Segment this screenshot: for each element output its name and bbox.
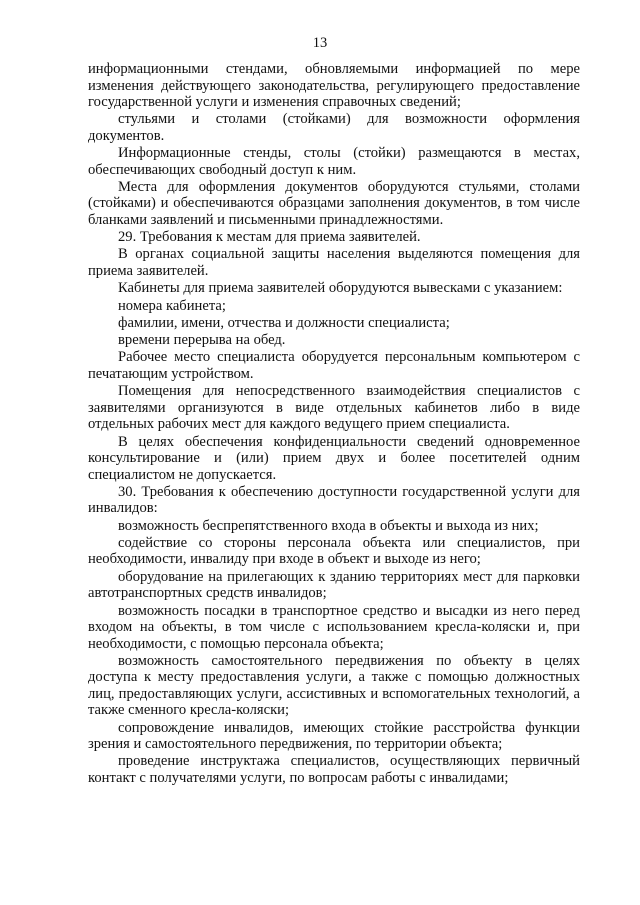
page-number: 13 bbox=[312, 35, 328, 51]
list-item: возможность посадки в транспортное средство и высадки из него перед входом на объекты, в том числе с использованием кресла-коляски и, при необходимости, с помощью персонала объекта; bbox=[88, 602, 580, 652]
list-item: возможность беспрепятственного входа в объекты и выхода из них; bbox=[118, 517, 539, 534]
list-item: номера кабинета; bbox=[118, 297, 226, 314]
section-heading-29: 29. Требования к местам для приема заявителей. bbox=[118, 229, 421, 246]
body-text bbox=[88, 61, 580, 787]
list-item: фамилии, имени, отчества и должности специалиста; bbox=[118, 314, 450, 331]
list-item: времени перерыва на обед. bbox=[118, 332, 286, 349]
paragraph: В целях обеспечения конфиденциальности сведений одновременное консультирование и (или) прием двух и более посетителей одним специалистом не допускается. bbox=[88, 433, 580, 483]
paragraph: Кабинеты для приема заявителей оборудуются вывесками с указанием: bbox=[118, 280, 563, 297]
paragraph: В органах социальной защиты населения выделяются помещения для приема заявителей. bbox=[88, 246, 580, 279]
list-item: проведение инструктажа специалистов, осуществляющих первичный контакт с получателями услуги, по вопросам работы с инвалидами; bbox=[88, 753, 580, 786]
list-item: оборудование на прилегающих к зданию территориях мест для парковки автотранспортных средств инвалидов; bbox=[88, 568, 580, 602]
paragraph: Рабочее место специалиста оборудуется персональным компьютером с печатающим устройством. bbox=[88, 349, 580, 382]
paragraph-stands-first: информационными стендами, обновляемыми информацией по мере изменения действующего законодательства, регулирующего предоставление государственной услуги и изменения справочных сведений; bbox=[88, 61, 580, 110]
list-item: сопровождение инвалидов, имеющих стойкие расстройства функции зрения и самостоятельного передвижения, по территории объекта; bbox=[88, 719, 580, 753]
paragraph: Информационные стенды, столы (стойки) размещаются в местах, обеспечивающих свободный доступ к ним. bbox=[88, 145, 580, 178]
paragraph: Места для оформления документов оборудуются стульями, столами (стойками) и обеспечиваются образцами заполнения документов, в том числе бланками заявлений и письменными принадлежностями. bbox=[88, 178, 580, 228]
section-heading-30: 30. Требования к обеспечению доступности государственной услуги для инвалидов: bbox=[88, 483, 580, 517]
list-item: содействие со стороны персонала объекта или специалистов, при необходимости, инвалиду при входе в объект и выходе из него; bbox=[88, 534, 580, 568]
list-item: возможность самостоятельного передвижения по объекту в целях доступа к месту предоставления услуги, а также с помощью должностных лиц, предоставляющих услуги, ассистивных и вспомогательных технологий, а также сменного кресла-коляски; bbox=[88, 652, 580, 719]
paragraph: Помещения для непосредственного взаимодействия специалистов с заявителями организуются в виде отдельных кабинетов либо в виде отдельных рабочих мест для каждого ведущего прием специалиста. bbox=[88, 383, 580, 433]
paragraph: стульями и столами (стойками) для возможности оформления документов. bbox=[88, 111, 580, 144]
